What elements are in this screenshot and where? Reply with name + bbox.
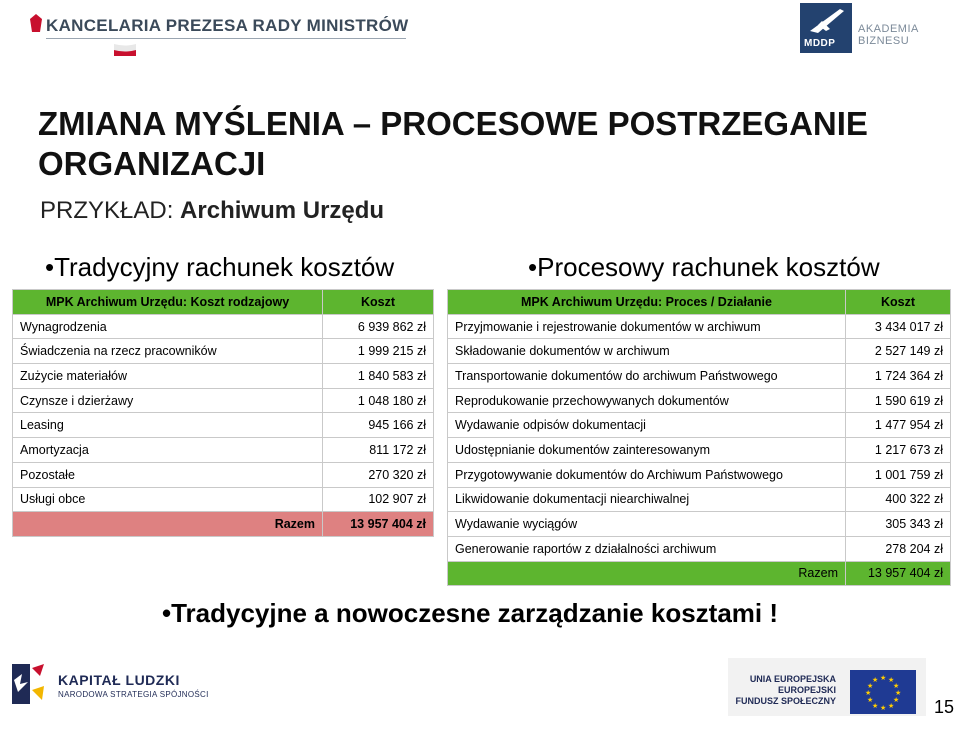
header-cost: Koszt bbox=[846, 290, 951, 315]
table-row bbox=[13, 462, 434, 487]
mddp-badge bbox=[800, 3, 852, 53]
row-label: Generowanie raportów z działalności archiwum bbox=[448, 536, 846, 561]
traditional-cost-table bbox=[12, 289, 434, 537]
table-row bbox=[448, 536, 951, 561]
row-cost: 1 001 759 zł bbox=[846, 462, 951, 487]
page-number: 15 bbox=[934, 697, 955, 717]
table-row bbox=[448, 462, 951, 487]
subtitle-prefix: PRZYKŁAD: bbox=[40, 197, 174, 224]
row-label: Składowanie dokumentów w archiwum bbox=[448, 339, 846, 364]
total-value: 13 957 404 zł bbox=[323, 512, 434, 537]
table-header-row bbox=[13, 290, 434, 315]
row-label: Przygotowywanie dokumentów do Archiwum Państwowego bbox=[448, 462, 846, 487]
table-row bbox=[13, 314, 434, 339]
left-section-heading: •Tradycyjny rachunek kosztów bbox=[45, 252, 395, 282]
right-section-heading: •Procesowy rachunek kosztów bbox=[528, 252, 880, 282]
row-cost: 1 999 215 zł bbox=[323, 339, 434, 364]
svg-text:★: ★ bbox=[888, 702, 895, 710]
row-cost: 1 048 180 zł bbox=[323, 388, 434, 413]
row-cost: 811 172 zł bbox=[323, 438, 434, 463]
row-cost: 278 204 zł bbox=[846, 536, 951, 561]
row-cost: 1 217 673 zł bbox=[846, 438, 951, 463]
eu-line-3: FUNDUSZ SPOŁECZNY bbox=[735, 696, 836, 706]
svg-text:★: ★ bbox=[872, 702, 879, 710]
svg-text:★: ★ bbox=[893, 682, 900, 690]
row-cost: 2 527 149 zł bbox=[846, 339, 951, 364]
row-label: Transportowanie dokumentów do archiwum Państwowego bbox=[448, 364, 846, 389]
table-row bbox=[448, 388, 951, 413]
total-row bbox=[13, 512, 434, 537]
row-label: Udostępnianie dokumentów zainteresowanym bbox=[448, 438, 846, 463]
svg-text:★: ★ bbox=[880, 674, 887, 682]
total-value: 13 957 404 zł bbox=[846, 561, 951, 586]
row-label: Amortyzacja bbox=[13, 438, 323, 463]
row-cost: 1 840 583 zł bbox=[323, 364, 434, 389]
row-cost: 270 320 zł bbox=[323, 462, 434, 487]
eu-line-2: EUROPEJSKI bbox=[777, 685, 836, 695]
row-label: Leasing bbox=[13, 413, 323, 438]
table-row bbox=[13, 413, 434, 438]
table-row bbox=[448, 438, 951, 463]
header-cost: Koszt bbox=[323, 290, 434, 315]
table-row bbox=[448, 314, 951, 339]
slide-subtitle bbox=[40, 197, 384, 225]
row-label: Wydawanie wyciągów bbox=[448, 512, 846, 537]
table-row bbox=[13, 438, 434, 463]
eagle-emblem-icon bbox=[30, 14, 42, 32]
svg-text:★: ★ bbox=[880, 704, 887, 712]
kapital-ludzki-title: KAPITAŁ LUDZKI bbox=[58, 672, 180, 688]
row-label: Pozostałe bbox=[13, 462, 323, 487]
row-cost: 6 939 862 zł bbox=[323, 314, 434, 339]
polish-flag-icon bbox=[114, 44, 136, 56]
table-row bbox=[448, 487, 951, 512]
row-label: Zużycie materiałów bbox=[13, 364, 323, 389]
total-label: Razem bbox=[448, 561, 846, 586]
right-heading-text: Procesowy rachunek kosztów bbox=[537, 252, 880, 282]
eu-text bbox=[735, 674, 836, 707]
table-row bbox=[13, 364, 434, 389]
header-process: MPK Archiwum Urzędu: Proces / Działanie bbox=[448, 290, 846, 315]
bottom-heading: •Tradycyjne a nowoczesne zarządzanie kosztami ! bbox=[162, 598, 778, 628]
svg-text:★: ★ bbox=[888, 676, 895, 684]
row-cost: 945 166 zł bbox=[323, 413, 434, 438]
row-label: Usługi obce bbox=[13, 487, 323, 512]
bottom-heading-text: Tradycyjne a nowoczesne zarządzanie kosztami ! bbox=[171, 598, 778, 628]
row-label: Likwidowanie dokumentacji niearchiwalnej bbox=[448, 487, 846, 512]
eu-line-1: UNIA EUROPEJSKA bbox=[749, 674, 836, 684]
total-label: Razem bbox=[13, 512, 323, 537]
mddp-logo bbox=[800, 3, 950, 55]
slide-title: ZMIANA MYŚLENIA – PROCESOWE POSTRZEGANIE ORGANIZACJI bbox=[38, 105, 868, 182]
plane-icon bbox=[800, 3, 852, 37]
akademia-line-2: BIZNESU bbox=[858, 35, 910, 47]
akademia-biznesu-label bbox=[858, 23, 919, 47]
svg-text:★: ★ bbox=[867, 682, 874, 690]
row-cost: 3 434 017 zł bbox=[846, 314, 951, 339]
table-row bbox=[448, 413, 951, 438]
table-header-row bbox=[448, 290, 951, 315]
eu-logo bbox=[728, 658, 926, 716]
table-row bbox=[13, 487, 434, 512]
svg-text:★: ★ bbox=[867, 696, 874, 704]
row-label: Czynsze i dzierżawy bbox=[13, 388, 323, 413]
row-label: Wynagrodzenia bbox=[13, 314, 323, 339]
header-cost-type: MPK Archiwum Urzędu: Koszt rodzajowy bbox=[13, 290, 323, 315]
svg-text:★: ★ bbox=[872, 676, 879, 684]
process-cost-table bbox=[447, 289, 951, 586]
kapital-ludzki-icon bbox=[8, 660, 48, 708]
akademia-line-1: AKADEMIA bbox=[858, 23, 919, 35]
row-cost: 102 907 zł bbox=[323, 487, 434, 512]
svg-text:★: ★ bbox=[865, 689, 872, 697]
row-cost: 305 343 zł bbox=[846, 512, 951, 537]
eu-flag-icon bbox=[850, 670, 916, 714]
row-cost: 1 477 954 zł bbox=[846, 413, 951, 438]
kprm-title: KANCELARIA PREZESA RADY MINISTRÓW bbox=[46, 16, 409, 35]
mddp-label: MDDP bbox=[804, 38, 836, 49]
table-row bbox=[448, 339, 951, 364]
table-row bbox=[13, 339, 434, 364]
table-row bbox=[448, 364, 951, 389]
row-label: Wydawanie odpisów dokumentacji bbox=[448, 413, 846, 438]
total-row bbox=[448, 561, 951, 586]
subtitle-bold: Archiwum Urzędu bbox=[180, 197, 385, 224]
left-heading-text: Tradycyjny rachunek kosztów bbox=[54, 252, 395, 282]
table-row bbox=[13, 388, 434, 413]
kapital-ludzki-subtitle: NARODOWA STRATEGIA SPÓJNOŚCI bbox=[58, 690, 209, 699]
table-row bbox=[448, 512, 951, 537]
row-cost: 1 590 619 zł bbox=[846, 388, 951, 413]
row-label: Przyjmowanie i rejestrowanie dokumentów w archiwum bbox=[448, 314, 846, 339]
row-label: Reprodukowanie przechowywanych dokumentów bbox=[448, 388, 846, 413]
svg-text:★: ★ bbox=[895, 689, 902, 697]
svg-text:★: ★ bbox=[893, 696, 900, 704]
row-cost: 1 724 364 zł bbox=[846, 364, 951, 389]
kprm-divider bbox=[46, 38, 406, 39]
kprm-logo bbox=[30, 8, 410, 58]
row-label: Świadczenia na rzecz pracowników bbox=[13, 339, 323, 364]
row-cost: 400 322 zł bbox=[846, 487, 951, 512]
